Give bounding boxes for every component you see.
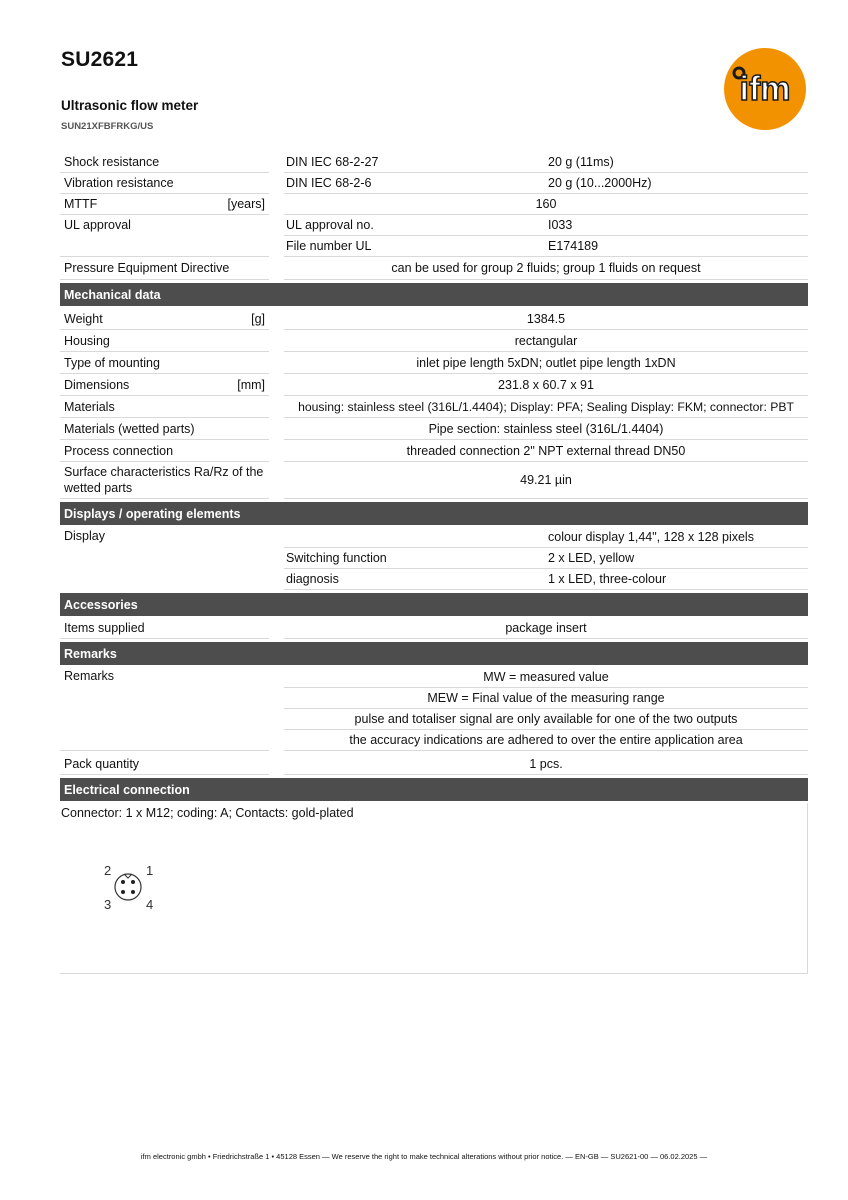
cell: Switching function: [286, 551, 387, 565]
cell: 160: [535, 197, 557, 211]
cell: inlet pipe length 5xDN; outlet pipe length 1xDN: [416, 355, 676, 370]
cell: Pipe section: stainless steel (316L/1.4404): [428, 421, 664, 436]
row-label: Vibration resistance: [60, 173, 269, 194]
row-label: Pack quantity: [60, 753, 269, 775]
row-label: Type of mounting: [60, 352, 269, 374]
page-title: SU2621: [61, 48, 139, 71]
row-label: Materials: [60, 396, 269, 418]
spec-row-shock: [60, 152, 808, 173]
spec-row-materials: [60, 396, 808, 418]
row-label: MTTF [years]: [60, 194, 269, 215]
cell: File number UL: [286, 239, 372, 253]
cell: E174189: [548, 239, 599, 253]
cell: [284, 527, 546, 547]
cell: colour display 1,44", 128 x 128 pixels: [548, 530, 754, 544]
row-label: Pressure Equipment Directive: [60, 257, 269, 280]
cell: can be used for group 2 fluids; group 1 fluids on request: [391, 261, 701, 275]
row-label: Process connection: [60, 440, 269, 462]
cell: 1384.5: [526, 311, 566, 326]
cell: DIN IEC 68-2-6: [286, 176, 372, 190]
cell: package insert: [505, 621, 587, 635]
row-label: Housing: [60, 330, 269, 352]
cell: DIN IEC 68-2-27: [286, 155, 379, 169]
spec-row-remarks: [60, 667, 808, 751]
logo-text: ifm: [739, 70, 791, 108]
cell: diagnosis: [286, 572, 339, 586]
spec-row-dimensions: [60, 374, 808, 396]
section-header-mechanical: Mechanical data: [60, 283, 808, 306]
spec-row-items: [60, 618, 808, 639]
spec-row-mttf: [60, 194, 808, 215]
product-subtitle: Ultrasonic flow meter: [61, 98, 199, 113]
spec-row-ped: [60, 257, 808, 280]
section-header-remarks: Remarks: [60, 642, 808, 665]
pin-label: 1: [146, 863, 154, 878]
connector-description: Connector: 1 x M12; coding: A; Contacts: gold-plated: [61, 806, 354, 820]
spec-row-pack: [60, 753, 808, 775]
row-label: Dimensions [mm]: [60, 374, 269, 396]
row-label: Remarks: [60, 667, 269, 751]
spec-row-ul: [60, 215, 808, 257]
spec-row-housing: [60, 330, 808, 352]
spec-sheet: [60, 152, 808, 974]
pin-label: 3: [104, 897, 112, 912]
spec-row-mounting: [60, 352, 808, 374]
spec-row-wetted: [60, 418, 808, 440]
page-footer: ifm electronic gmbh • Friedrichstraße 1 • 45128 Essen — We reserve the right to make technical alterations without prior notice. — EN-GB — SU2621-00 — 06.02.2025 —: [140, 1152, 708, 1161]
spec-row-vibration: [60, 173, 808, 194]
row-label: UL approval: [60, 215, 269, 257]
ifm-logo: [724, 48, 806, 130]
cell: 49.21 µin: [520, 473, 572, 487]
article-code: SUN21XFBFRKG/US: [61, 121, 154, 132]
cell: 1 pcs.: [529, 756, 563, 771]
spec-row-process: [60, 440, 808, 462]
cell: 231.8 x 60.7 x 91: [498, 377, 594, 392]
row-label: Shock resistance: [60, 152, 269, 173]
section-header-displays: Displays / operating elements: [60, 502, 808, 525]
section-header-accessories: Accessories: [60, 593, 808, 616]
row-label: Weight [g]: [60, 308, 269, 330]
cell: pulse and totaliser signal are only available for one of the two outputs: [354, 712, 738, 726]
section-header-electrical: Electrical connection: [60, 778, 808, 801]
electrical-connection-box: [60, 803, 808, 974]
row-label: Items supplied: [60, 618, 269, 639]
cell: 20 g (10...2000Hz): [548, 176, 652, 190]
row-label: Surface characteristics Ra/Rz of the wetted parts: [60, 462, 269, 499]
cell: the accuracy indications are adhered to over the entire application area: [349, 733, 743, 747]
row-label: Display: [64, 529, 105, 543]
cell: 20 g (11ms): [548, 155, 614, 169]
cell: I033: [548, 218, 573, 232]
cell: MW = measured value: [483, 670, 609, 684]
pin-label: 4: [146, 897, 154, 912]
m12-pinout-diagram: [100, 863, 160, 913]
cell: 2 x LED, yellow: [548, 551, 635, 565]
cell: threaded connection 2" NPT external thread DN50: [406, 443, 686, 458]
row-label: Materials (wetted parts): [60, 418, 269, 440]
cell: UL approval no.: [286, 218, 374, 232]
spec-row-weight: [60, 308, 808, 330]
spec-row-surface: [60, 462, 808, 499]
spec-row-display: [60, 527, 808, 590]
cell: housing: stainless steel (316L/1.4404); Display: PFA; Sealing Display: FKM; connector: PBT: [298, 399, 794, 414]
cell: MEW = Final value of the measuring range: [427, 691, 665, 705]
pin-label: 2: [104, 863, 112, 878]
cell: rectangular: [514, 333, 578, 348]
cell: 1 x LED, three-colour: [548, 572, 667, 586]
